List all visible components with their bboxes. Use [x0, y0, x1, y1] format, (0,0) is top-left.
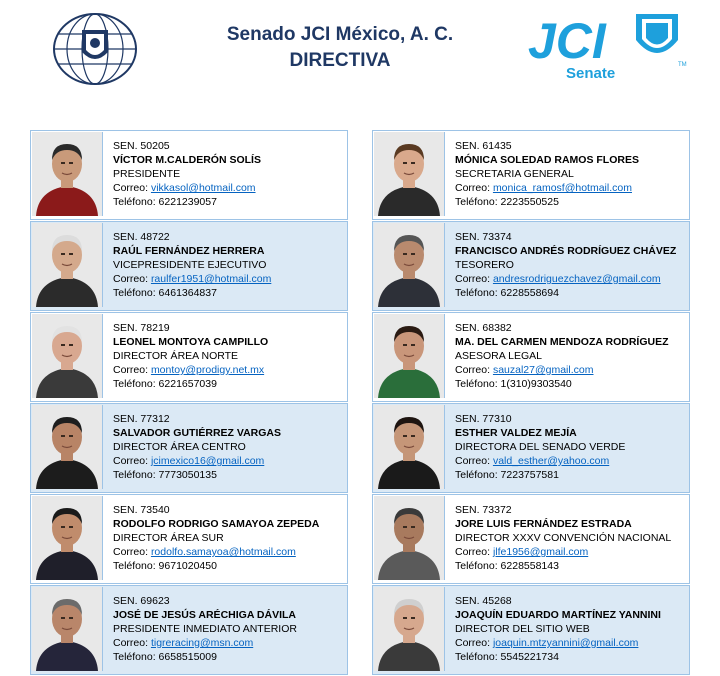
- left-member-column: [30, 130, 348, 676]
- member-email-line: [113, 363, 343, 377]
- member-name: VÍCTOR M.CALDERÓN SOLÍS: [113, 154, 261, 166]
- title-organization: Senado JCI México, A. C.: [226, 24, 454, 45]
- member-info: [113, 412, 343, 482]
- member-photo: [32, 405, 103, 489]
- member-photo: [32, 132, 103, 216]
- member-info: [455, 594, 685, 664]
- member-phone-line: [455, 286, 685, 300]
- member-phone-line: [455, 377, 685, 391]
- member-photo: [32, 587, 103, 671]
- member-phone: 6228558143: [500, 560, 559, 572]
- member-senate-number: SEN. 73540: [113, 504, 170, 516]
- page-header: [0, 0, 720, 110]
- member-phone-line: [113, 195, 343, 209]
- member-senate-number: SEN. 68382: [455, 322, 512, 334]
- member-senate-number: SEN. 73372: [455, 504, 512, 516]
- member-email-link[interactable]: jcimexico16@gmail.com: [150, 455, 265, 467]
- member-info: [455, 230, 685, 300]
- phone-label: Teléfono:: [455, 560, 498, 572]
- member-senate-number: SEN. 77310: [455, 413, 512, 425]
- phone-label: Teléfono:: [455, 196, 498, 208]
- senate-logo-text: Senate: [566, 65, 616, 82]
- member-phone: 6221239057: [158, 196, 217, 208]
- member-name: MÓNICA SOLEDAD RAMOS FLORES: [455, 154, 639, 166]
- member-role: PRESIDENTE INMEDIATO ANTERIOR: [113, 623, 297, 635]
- member-role: DIRECTORA DEL SENADO VERDE: [455, 441, 626, 453]
- member-senate-number: SEN. 45268: [455, 595, 512, 607]
- member-phone: 9671020450: [158, 560, 217, 572]
- member-email-link[interactable]: rodolfo.samayoa@hotmail.com: [150, 546, 296, 558]
- member-card: [30, 221, 348, 311]
- member-phone-line: [455, 559, 685, 573]
- member-email-link[interactable]: tigreracing@msn.com: [150, 637, 254, 649]
- member-email-line: [455, 363, 685, 377]
- member-role: DIRECTOR ÁREA CENTRO: [113, 441, 246, 453]
- member-card: [372, 403, 690, 493]
- member-email-link[interactable]: sauzal27@gmail.com: [492, 364, 594, 376]
- phone-label: Teléfono:: [113, 287, 156, 299]
- member-phone: 6221657039: [158, 378, 217, 390]
- member-role: DIRECTOR XXXV CONVENCIÓN NACIONAL: [455, 532, 672, 544]
- member-card: [372, 130, 690, 220]
- jci-senate-logo: [528, 10, 688, 82]
- member-email-link[interactable]: monica_ramosf@hotmail.com: [492, 182, 632, 194]
- member-senate-number: SEN. 77312: [113, 413, 170, 425]
- member-email-line: [113, 545, 343, 559]
- member-name: JOSÉ DE JESÚS ARÉCHIGA DÁVILA: [113, 609, 297, 621]
- phone-label: Teléfono:: [113, 469, 156, 481]
- phone-label: Teléfono:: [113, 378, 156, 390]
- member-info: [113, 321, 343, 391]
- member-email-link[interactable]: joaquin.mtzyannini@gmail.com: [492, 637, 639, 649]
- member-info: [455, 503, 685, 573]
- member-role: DIRECTOR ÁREA NORTE: [113, 350, 239, 362]
- member-phone-line: [113, 468, 343, 482]
- member-phone-line: [455, 650, 685, 664]
- member-email-line: [455, 181, 685, 195]
- phone-label: Teléfono:: [455, 469, 498, 481]
- member-phone: 6658515009: [158, 651, 217, 663]
- member-phone: 5545221734: [500, 651, 559, 663]
- member-role: SECRETARIA GENERAL: [455, 168, 574, 180]
- email-label: Correo:: [113, 273, 149, 285]
- phone-label: Teléfono:: [455, 287, 498, 299]
- email-label: Correo:: [455, 637, 491, 649]
- phone-label: Teléfono:: [455, 378, 498, 390]
- member-phone-line: [455, 468, 685, 482]
- email-label: Correo:: [455, 364, 491, 376]
- member-email-line: [113, 181, 343, 195]
- member-phone: 2223550525: [500, 196, 559, 208]
- member-role: DIRECTOR DEL SITIO WEB: [455, 623, 590, 635]
- member-info: [113, 594, 343, 664]
- member-email-link[interactable]: raulfer1951@hotmail.com: [150, 273, 272, 285]
- member-senate-number: SEN. 50205: [113, 140, 170, 152]
- member-phone-line: [113, 377, 343, 391]
- member-phone: 6461364837: [158, 287, 217, 299]
- member-name: SALVADOR GUTIÉRREZ VARGAS: [113, 427, 282, 439]
- member-photo: [374, 587, 445, 671]
- member-senate-number: SEN. 48722: [113, 231, 170, 243]
- member-card: [372, 494, 690, 584]
- member-name: RAÚL FERNÁNDEZ HERRERA: [113, 245, 265, 257]
- senado-seal-logo: [52, 12, 138, 86]
- member-info: [455, 139, 685, 209]
- member-info: [455, 412, 685, 482]
- member-name: LEONEL MONTOYA CAMPILLO: [113, 336, 269, 348]
- member-photo: [374, 314, 445, 398]
- member-name: JORE LUIS FERNÁNDEZ ESTRADA: [455, 518, 632, 530]
- member-email-link[interactable]: vald_esther@yahoo.com: [492, 455, 610, 467]
- member-photo: [32, 314, 103, 398]
- email-label: Correo:: [113, 546, 149, 558]
- member-card: [30, 312, 348, 402]
- trademark-text: TM: [678, 62, 687, 68]
- member-phone-line: [113, 650, 343, 664]
- email-label: Correo:: [455, 546, 491, 558]
- jci-logo-text: JCI: [528, 13, 606, 69]
- member-senate-number: SEN. 78219: [113, 322, 170, 334]
- member-card: [30, 130, 348, 220]
- member-photo: [374, 496, 445, 580]
- page-title: [190, 22, 490, 74]
- phone-label: Teléfono:: [455, 651, 498, 663]
- member-phone-line: [113, 559, 343, 573]
- member-role: VICEPRESIDENTE EJECUTIVO: [113, 259, 267, 271]
- member-phone: 7223757581: [500, 469, 559, 481]
- member-card: [372, 585, 690, 675]
- member-name: MA. DEL CARMEN MENDOZA RODRÍGUEZ: [455, 336, 669, 348]
- member-card: [30, 585, 348, 675]
- member-senate-number: SEN. 73374: [455, 231, 512, 243]
- email-label: Correo:: [455, 182, 491, 194]
- member-phone: 7773050135: [158, 469, 217, 481]
- member-photo: [32, 223, 103, 307]
- member-card: [372, 312, 690, 402]
- phone-label: Teléfono:: [113, 196, 156, 208]
- member-email-line: [113, 454, 343, 468]
- email-label: Correo:: [113, 182, 149, 194]
- member-photo: [374, 405, 445, 489]
- email-label: Correo:: [113, 364, 149, 376]
- phone-label: Teléfono:: [113, 651, 156, 663]
- right-member-column: [372, 130, 690, 676]
- member-email-line: [455, 272, 685, 286]
- member-email-line: [113, 636, 343, 650]
- member-email-link[interactable]: jlfe1956@gmail.com: [492, 546, 589, 558]
- member-info: [113, 230, 343, 300]
- member-card: [372, 221, 690, 311]
- member-name: FRANCISCO ANDRÉS RODRÍGUEZ CHÁVEZ: [455, 245, 677, 257]
- member-role: PRESIDENTE: [113, 168, 181, 180]
- member-senate-number: SEN. 69623: [113, 595, 170, 607]
- member-email-line: [455, 454, 685, 468]
- member-photo: [374, 132, 445, 216]
- email-label: Correo:: [455, 455, 491, 467]
- member-role: ASESORA LEGAL: [455, 350, 542, 362]
- member-info: [113, 139, 343, 209]
- member-name: RODOLFO RODRIGO SAMAYOA ZEPEDA: [113, 518, 320, 530]
- member-email-link[interactable]: vikkasol@hotmail.com: [150, 182, 256, 194]
- member-name: JOAQUÍN EDUARDO MARTÍNEZ YANNINI: [455, 609, 661, 621]
- email-label: Correo:: [113, 455, 149, 467]
- member-senate-number: SEN. 61435: [455, 140, 512, 152]
- member-info: [455, 321, 685, 391]
- member-name: ESTHER VALDEZ MEJÍA: [455, 427, 577, 439]
- member-info: [113, 503, 343, 573]
- email-label: Correo:: [113, 637, 149, 649]
- member-email-link[interactable]: montoy@prodigy.net.mx: [150, 364, 265, 376]
- member-email-link[interactable]: andresrodriguezchavez@gmail.com: [492, 273, 661, 285]
- member-photo: [374, 223, 445, 307]
- member-role: DIRECTOR ÁREA SUR: [113, 532, 224, 544]
- member-phone: 6228558694: [500, 287, 559, 299]
- member-phone-line: [455, 195, 685, 209]
- member-phone-line: [113, 286, 343, 300]
- member-phone: 1(310)9303540: [500, 378, 572, 390]
- email-label: Correo:: [455, 273, 491, 285]
- member-card: [30, 494, 348, 584]
- phone-label: Teléfono:: [113, 560, 156, 572]
- member-role: TESORERO: [455, 259, 514, 271]
- title-directiva: DIRECTIVA: [289, 50, 391, 71]
- member-email-line: [455, 636, 685, 650]
- member-email-line: [455, 545, 685, 559]
- member-photo: [32, 496, 103, 580]
- member-card: [30, 403, 348, 493]
- member-email-line: [113, 272, 343, 286]
